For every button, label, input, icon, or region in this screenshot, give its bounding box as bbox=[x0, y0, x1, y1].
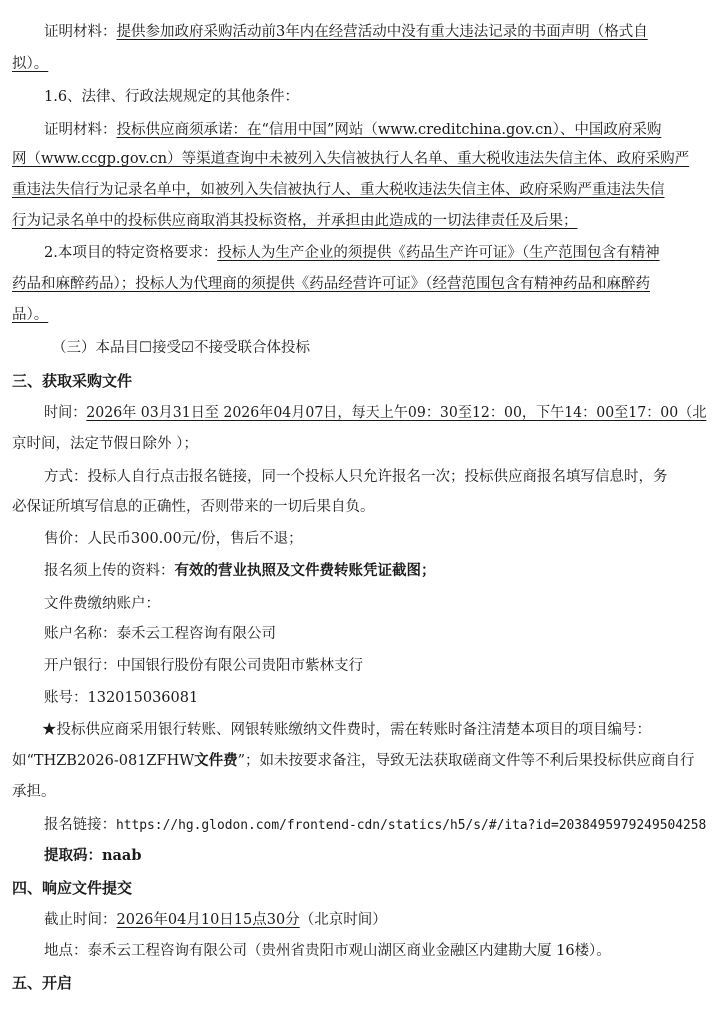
file-fee-bold: 文件费 bbox=[194, 752, 238, 769]
item-2-line-2: 药品和麻醉药品）；投标人为代理商的须提供《药品经营许可证》（经营范围包含有精神药品和麻醉药 bbox=[12, 276, 650, 292]
evidence-line-2 bbox=[12, 54, 704, 74]
registration-link-label: 报名链接： bbox=[44, 817, 116, 833]
location-line: 地点：泰禾云工程咨询有限公司（贵州省贵阳市观山湖区商业金融区内建勘大厦 16楼）。 bbox=[44, 943, 611, 959]
method-line-1: 方式：投标人自行点击报名链接，同一个投标人只允许报名一次；投标供应商报名填写信息时，务 bbox=[44, 469, 668, 485]
evidence-text-cont: 拟）。 bbox=[12, 56, 49, 72]
time-line-1 bbox=[44, 403, 707, 423]
upload-label: 报名须上传的资料： bbox=[44, 563, 175, 579]
evidence-label: 证明材料： bbox=[44, 24, 117, 40]
evidence-text: 提供参加政府采购活动前3年内在经营活动中没有重大违法记录的书面声明（格式自 bbox=[116, 24, 648, 40]
law-text: 投标供应商须承诺：在“信用中国”网站（www.creditchina.gov.cn）、中国政府采购 bbox=[116, 122, 662, 138]
deadline-line: 截止时间：2026年04月10日15点30分（北京时间） bbox=[44, 912, 387, 928]
evidence-line-1 bbox=[44, 22, 704, 42]
price-line: 售价：人民币300.00元/份，售后不退； bbox=[44, 531, 303, 547]
time-label: 时间： bbox=[44, 405, 87, 421]
deadline-label: 截止时间： bbox=[44, 912, 117, 928]
law-line-2: 网（www.ccgp.gov.cn）等渠道查询中未被列入失信被执行人名单、重大税收违法失信主体、政府采购严 bbox=[12, 151, 690, 167]
deadline-value: 2026年04月10日15点30分 bbox=[116, 912, 300, 928]
upload-value: 有效的营业执照及文件费转账凭证截图； bbox=[174, 562, 436, 579]
upload-line bbox=[44, 561, 704, 581]
remittance-note-line-2: 如“THZB2026-081ZFHW文件费”；如未按要求备注，导致无法获取磋商文件等不利后果投标供应商自行 bbox=[12, 752, 695, 769]
law-label: 证明材料： bbox=[44, 122, 117, 138]
account-title: 文件费缴纳账户： bbox=[44, 596, 160, 612]
item-2-label: 2.本项目的特定资格要求： bbox=[44, 245, 218, 261]
section-3-heading: 三、获取采购文件 bbox=[12, 372, 133, 390]
time-line-2: 京时间，法定节假日除外 ）； bbox=[12, 436, 198, 452]
registration-link[interactable]: https://hg.glodon.com/frontend-cdn/statics/h5/s/#/ita?id=2038495979249504258 bbox=[115, 818, 707, 833]
bank-line: 开户银行：中国银行股份有限公司贵阳市紫林支行 bbox=[44, 658, 363, 674]
section-4-heading: 四、响应文件提交 bbox=[12, 879, 133, 897]
joint-bid-line: （三）本品目☐接受☑不接受联合体投标 bbox=[52, 340, 310, 356]
item-2-line-1 bbox=[44, 243, 704, 263]
time-value: 2026年 03月31日至 2026年04月07日，每天上午09：30至12：00，下午14：00至17：00（北 bbox=[86, 405, 707, 421]
item-1-6: 1.6、法律、行政法规规定的其他条件： bbox=[44, 89, 300, 105]
law-line-3: 重违法失信行为记录名单中，如被列入失信被执行人、重大税收违法失信主体、政府采购严重违法失信 bbox=[12, 182, 665, 198]
method-line-2: 必保证所填写信息的正确性，否则带来的一切后果自负。 bbox=[12, 499, 375, 515]
account-name: 账户名称：泰禾云工程咨询有限公司 bbox=[44, 626, 276, 642]
extraction-code: 提取码：naab bbox=[44, 847, 142, 864]
section-5-heading: 五、开启 bbox=[12, 974, 73, 992]
law-line-1 bbox=[44, 120, 704, 140]
item-2-line-3: 品）。 bbox=[12, 307, 49, 323]
item-2-text: 投标人为生产企业的须提供《药品生产许可证》（生产范围包含有精神 bbox=[217, 245, 660, 261]
registration-link-line bbox=[44, 815, 707, 836]
law-line-4: 行为记录名单中的投标供应商取消其投标资格，并承担由此造成的一切法律责任及后果； bbox=[12, 213, 578, 229]
account-number: 账号：132015036081 bbox=[44, 690, 199, 706]
remittance-note-line-1: ★投标供应商采用银行转账、网银转账缴纳文件费时，需在转账时备注清楚本项目的项目编号： bbox=[42, 722, 651, 738]
remittance-note-line-3: 承担。 bbox=[12, 784, 56, 800]
